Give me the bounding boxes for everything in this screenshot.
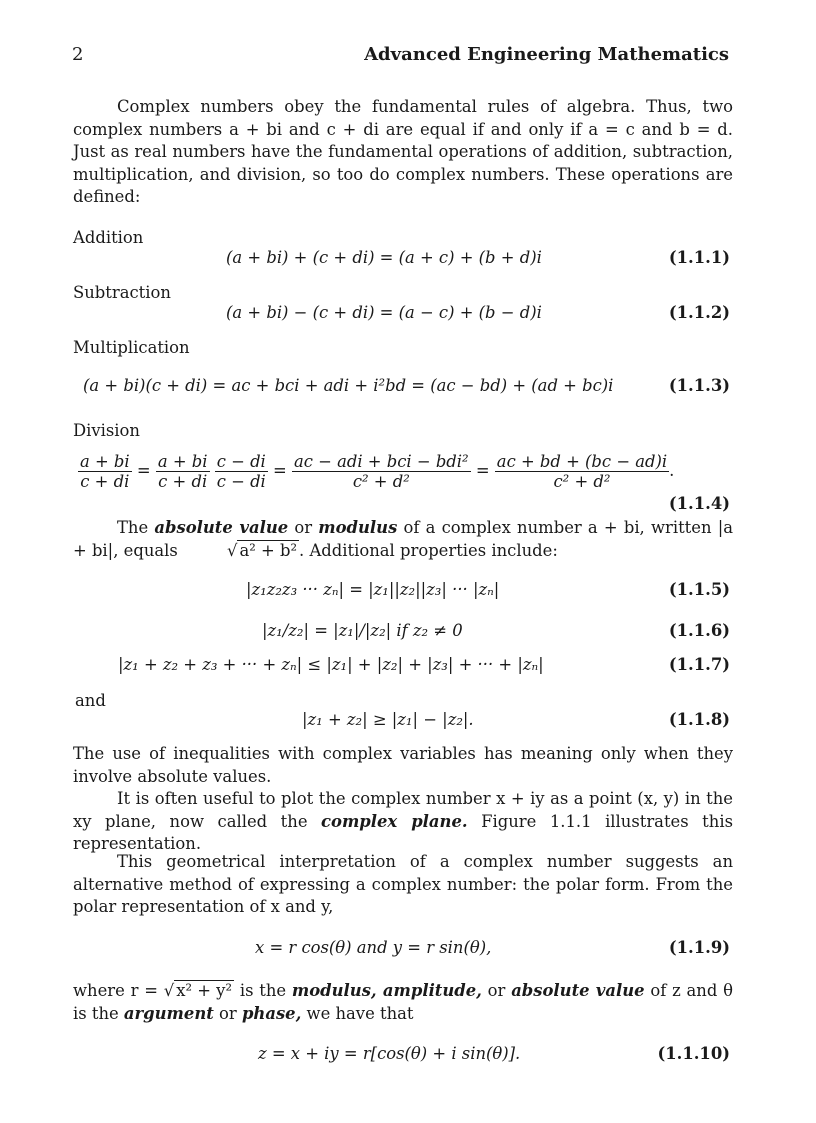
equation-number-1-1-10: (1.1.10)	[657, 1044, 730, 1063]
equation-1-1-8: |z₁ + z₂| ≥ |z₁| − |z₂|.	[302, 710, 474, 729]
label-and: and	[75, 691, 106, 710]
equation-number-1-1-8: (1.1.8)	[668, 710, 730, 729]
label-division: Division	[73, 421, 140, 440]
absolute-value-paragraph: The absolute value or modulus of a complex number a + bi, written |a + bi|, equals √ a² + b² . Additional properties include:	[73, 517, 733, 562]
label-addition: Addition	[73, 228, 144, 247]
square-root: √ a² + b²	[227, 540, 298, 560]
equation-1-1-9: x = r cos(θ) and y = r sin(θ),	[255, 938, 492, 957]
equation-number-1-1-3: (1.1.3)	[668, 376, 730, 395]
fraction-5: $\frac{ac + bd + (bc - ad)i}{\text{c² + d²}}$	[496, 452, 668, 491]
fraction-3: $\frac{c - di}{c - di}$	[216, 452, 266, 491]
equation-1-1-4: $\frac{a + bi}{c + di}$ = $\frac{a + bi}{c + di}$ $\frac{c - di}{c - di}$ = $\frac{\text{ac − adi + bci − bdi²}}{\text{c² + d²}}$ = $\frac{ac + bd + (bc - ad)i}{\text{c² + d²}}$ .	[80, 452, 675, 491]
fraction-1: $\frac{a + bi}{c + di}$	[80, 452, 130, 491]
equation-number-1-1-4: (1.1.4)	[668, 494, 730, 513]
equation-number-1-1-6: (1.1.6)	[668, 621, 730, 640]
page-number: 2	[72, 44, 84, 65]
equation-1-1-3: (a + bi)(c + di) = ac + bci + adi + i²bd = (ac − bd) + (ad + bc)i	[83, 376, 614, 395]
running-title: Advanced Engineering Mathematics	[364, 44, 729, 65]
intro-paragraph: Complex numbers obey the fundamental rules of algebra. Thus, two complex numbers a + bi and c + di are equal if and only if a = c and b = d. Just as real numbers have the fundamental operations of addition, subtraction, multiplication, and division, so too do complex numbers. These operations are defined:	[73, 97, 733, 206]
modulus-paragraph: where r = √ x² + y² is the modulus, amplitude, or absolute value of z and θ is the argument or phase, we have that	[73, 981, 733, 1023]
label-multiplication: Multiplication	[73, 338, 190, 357]
equation-number-1-1-9: (1.1.9)	[668, 938, 730, 957]
fraction-2: $\frac{a + bi}{c + di}$	[157, 452, 208, 491]
inequalities-paragraph: The use of inequalities with complex variables has meaning only when they involve absolute values.	[73, 744, 733, 786]
label-subtraction: Subtraction	[73, 283, 171, 302]
equation-number-1-1-7: (1.1.7)	[668, 655, 730, 674]
square-root-r: √ x² + y²	[163, 981, 233, 1000]
equation-1-1-1: (a + bi) + (c + di) = (a + c) + (b + d)i	[226, 248, 542, 267]
equation-1-1-2: (a + bi) − (c + di) = (a − c) + (b − d)i	[226, 303, 542, 322]
fraction-4: $\frac{\text{ac − adi + bci − bdi²}}{\text{c² + d²}}$	[293, 452, 469, 491]
equation-1-1-5: |z₁z₂z₃ ··· zₙ| = |z₁||z₂||z₃| ··· |zₙ|	[246, 580, 500, 599]
equation-1-1-6: |z₁/z₂| = |z₁|/|z₂| if z₂ ≠ 0	[262, 621, 463, 640]
equation-number-1-1-2: (1.1.2)	[668, 303, 730, 322]
equation-1-1-7: |z₁ + z₂ + z₃ + ··· + zₙ| ≤ |z₁| + |z₂| + |z₃| + ··· + |zₙ|	[118, 655, 544, 674]
equation-number-1-1-1: (1.1.1)	[668, 248, 730, 267]
polar-form-paragraph: This geometrical interpretation of a complex number suggests an alternative method of expressing a complex number: the polar form. From the polar representation of x and y,	[73, 852, 733, 916]
equation-number-1-1-5: (1.1.5)	[668, 580, 730, 599]
equation-1-1-10: z = x + iy = r[cos(θ) + i sin(θ)].	[258, 1044, 521, 1063]
complex-plane-paragraph: It is often useful to plot the complex number x + iy as a point (x, y) in the xy plane, now called the complex plane. Figure 1.1.1 illustrates this representation.	[73, 789, 733, 853]
